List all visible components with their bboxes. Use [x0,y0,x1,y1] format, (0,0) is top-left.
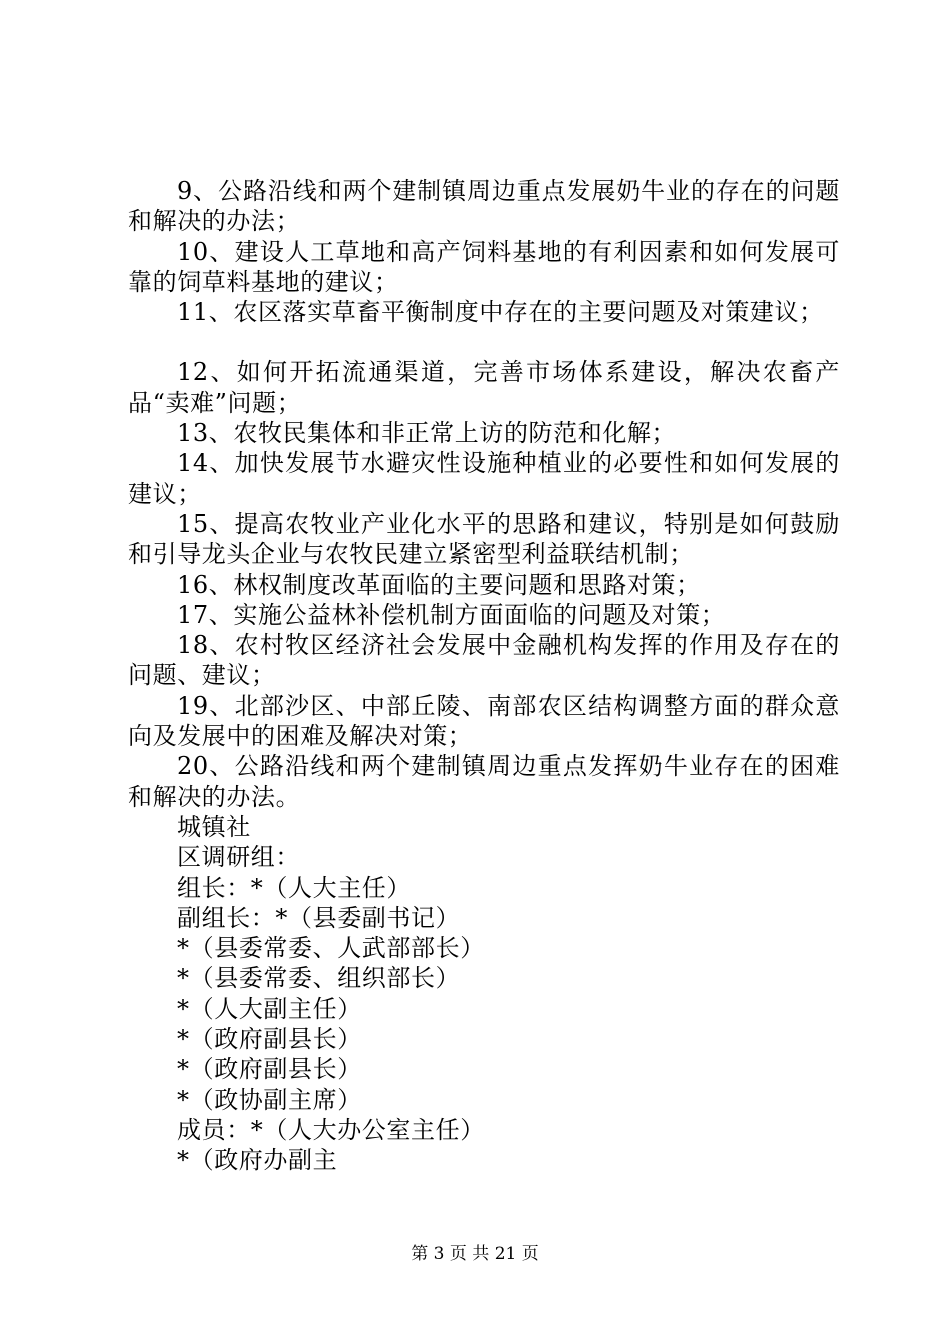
list-item-17: 17、实施公益林补偿机制方面面临的问题及对策； [177,600,726,629]
page-footer: 第 3 页 共 21 页 [411,1244,539,1264]
list-item-12: 12、如何开拓流通渠道，完善市场体系建设，解决农畜产品“卖难”问题； [128,358,840,417]
group-deputy-5: *（政府副县长） [177,1055,362,1084]
group-deputy-3: *（人大副主任） [177,994,362,1023]
group-deputy-2: *（县委常委、组织部长） [177,964,461,993]
group-leader: 组长：*（人大主任） [177,873,411,902]
group-heading-line-1: 城镇社 [177,812,251,841]
list-item-16: 16、林权制度改革面临的主要问题和思路对策； [177,570,701,599]
group-deputy-4: *（政府副县长） [177,1025,362,1054]
group-members: 成员：*（人大办公室主任） [177,1115,485,1144]
group-heading-line-2: 区调研组： [177,843,300,872]
list-item-15: 15、提高农牧业产业化水平的思路和建议，特别是如何鼓励和引导龙头企业与农牧民建立紧密型利益联结机制； [128,509,840,569]
group-deputy-leader: 副组长：*（县委副书记） [177,903,461,932]
list-item-18: 18、农村牧区经济社会发展中金融机构发挥的作用及存在的问题、建议； [128,631,840,690]
list-item-11: 11、农区落实草畜平衡制度中存在的主要问题及对策建议； [177,298,824,327]
list-item-19: 19、北部沙区、中部丘陵、南部农区结构调整方面的群众意向及发展中的困难及解决对策； [128,691,840,751]
list-item-14: 14、加快发展节水避灾性设施种植业的必要性和如何发展的建议； [128,449,840,508]
list-item-13: 13、农牧民集体和非正常上访的防范和化解； [177,419,677,448]
list-item-10: 10、建设人工草地和高产饲料基地的有利因素和如何发展可靠的饲草料基地的建议； [128,237,840,296]
document-body [128,176,840,1176]
list-item-20: 20、公路沿线和两个建制镇周边重点发挥奶牛业存在的困难和解决的办法。 [128,752,840,811]
list-item-9: 9、公路沿线和两个建制镇周边重点发展奶牛业的存在的问题和解决的办法； [128,177,840,236]
group-member-last: *（政府办副主 [177,1146,338,1175]
group-deputy-1: *（县委常委、人武部部长） [177,934,485,963]
group-deputy-6: *（政协副主席） [177,1085,362,1114]
